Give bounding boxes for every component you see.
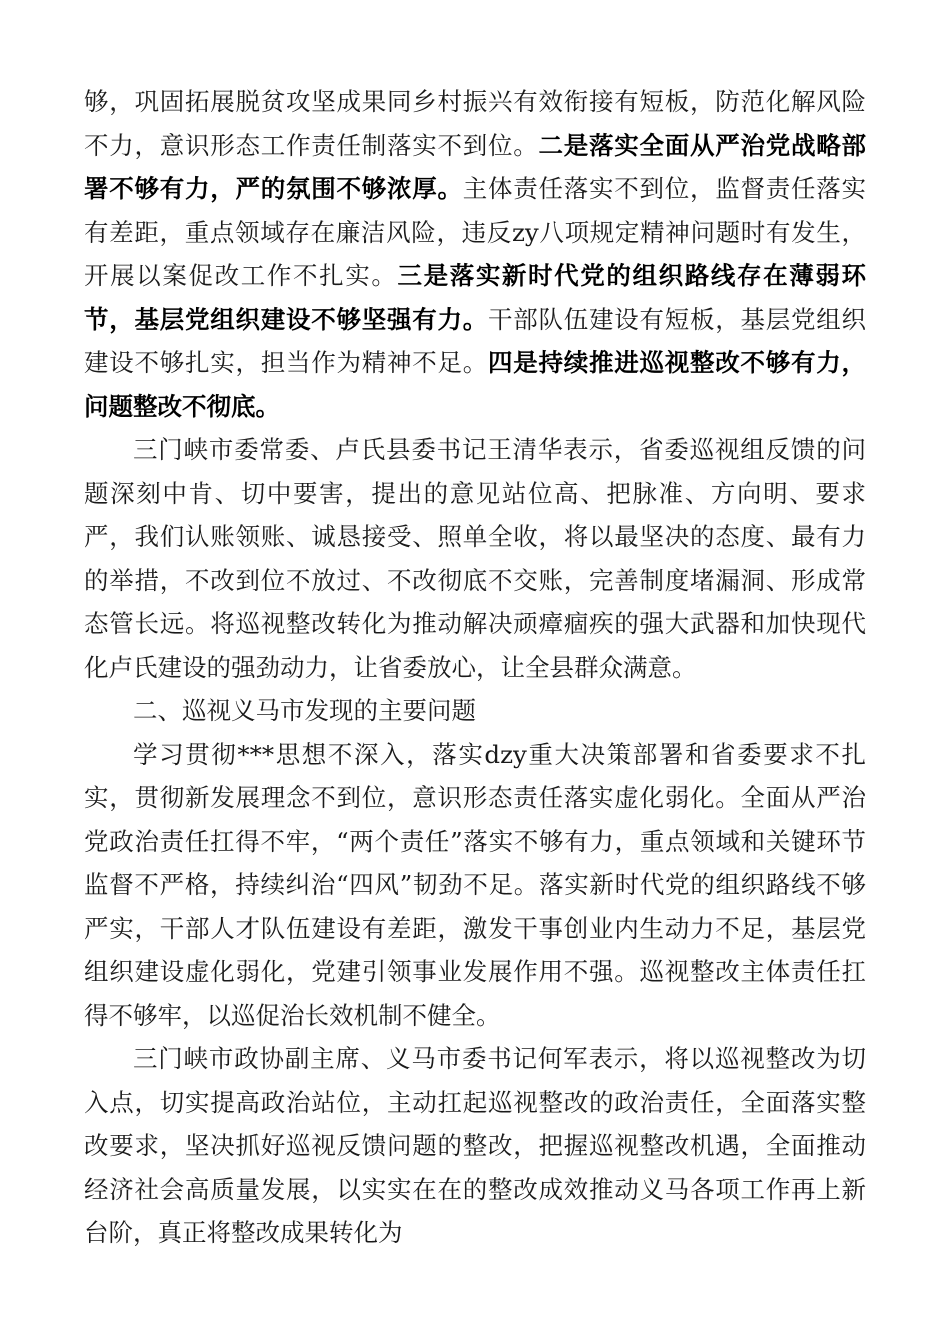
- paragraph-yima-statement: [84, 1037, 866, 1255]
- text-run: 三门峡市委常委、卢氏县委书记王清华表示，省委巡视组反馈的问题深刻中肯、切中要害，提出的意见站位高、把脉准、方向明、要求严，我们认账领账、诚恳接受、照单全收，将以最坚决的态度、最有力的举措，不改到位不放过、不改彻底不交账，完善制度堵漏洞、形成常态管长远。将巡视整改转化为推动解决顽瘴痼疾的强大武器和加快现代化卢氏建设的强劲动力，让省委放心，让全县群众满意。: [84, 435, 866, 682]
- text-run: 够，巩固拓展脱贫攻坚成果同乡村振兴有效衔接有短板，防范化解风险不力，意识形态工作责任制落实不到位。: [84, 87, 866, 160]
- text-run: 学习贯彻***思想不深入，落实dzy重大决策部署和省委要求不扎实，贯彻新发展理念不到位，意识形态责任落实虚化弱化。全面从严治党政治责任扛得不牢，“两个责任”落实不够有力，重点领域和关键环节监督不严格，持续纠治“四风”韧劲不足。落实新时代党的组织路线不够严实，干部人才队伍建设有差距，激发干事创业内生动力不足，基层党组织建设虚化弱化，党建引领事业发展作用不强。巡视整改主体责任扛得不够牢，以巡促治长效机制不健全。: [84, 739, 866, 1030]
- paragraph-yima-problems: [84, 733, 866, 1038]
- text-run: 三门峡市政协副主席、义马市委书记何军表示，将以巡视整改为切入点，切实提高政治站位，主动扛起巡视整改的政治责任，全面落实整改要求，坚决抓好巡视反馈问题的整改，把握巡视整改机遇，全面推动经济社会高质量发展，以实实在在的整改成效推动义马各项工作再上新台阶，真正将整改成果转化为: [84, 1044, 866, 1247]
- bold-point-three: 三是落实新时代党的组织路线存在薄弱环节，基层党组织建设不够坚强有力。: [84, 261, 867, 334]
- paragraph-lushi-statement: [84, 428, 866, 689]
- section-heading-yima: [84, 689, 866, 733]
- paragraph-problems-continued: [84, 80, 866, 428]
- text-run: 主体责任落实不到位，监督责任落实有差距，重点领域存在廉洁风险，违反zy八项规定精神问题时有发生，开展以案促改工作不扎实。: [84, 174, 866, 290]
- bold-point-two: 二是落实全面从严治党战略部署不够有力，严的氛围不够浓厚。: [84, 130, 866, 203]
- section-heading-text: 二、巡视义马市发现的主要问题: [133, 696, 476, 725]
- text-run: 干部队伍建设有短板，基层党组织建设不够扎实，担当作为精神不足。: [84, 304, 866, 377]
- bold-point-four: 四是持续推进巡视整改不够有力，问题整改不彻底。: [84, 348, 866, 421]
